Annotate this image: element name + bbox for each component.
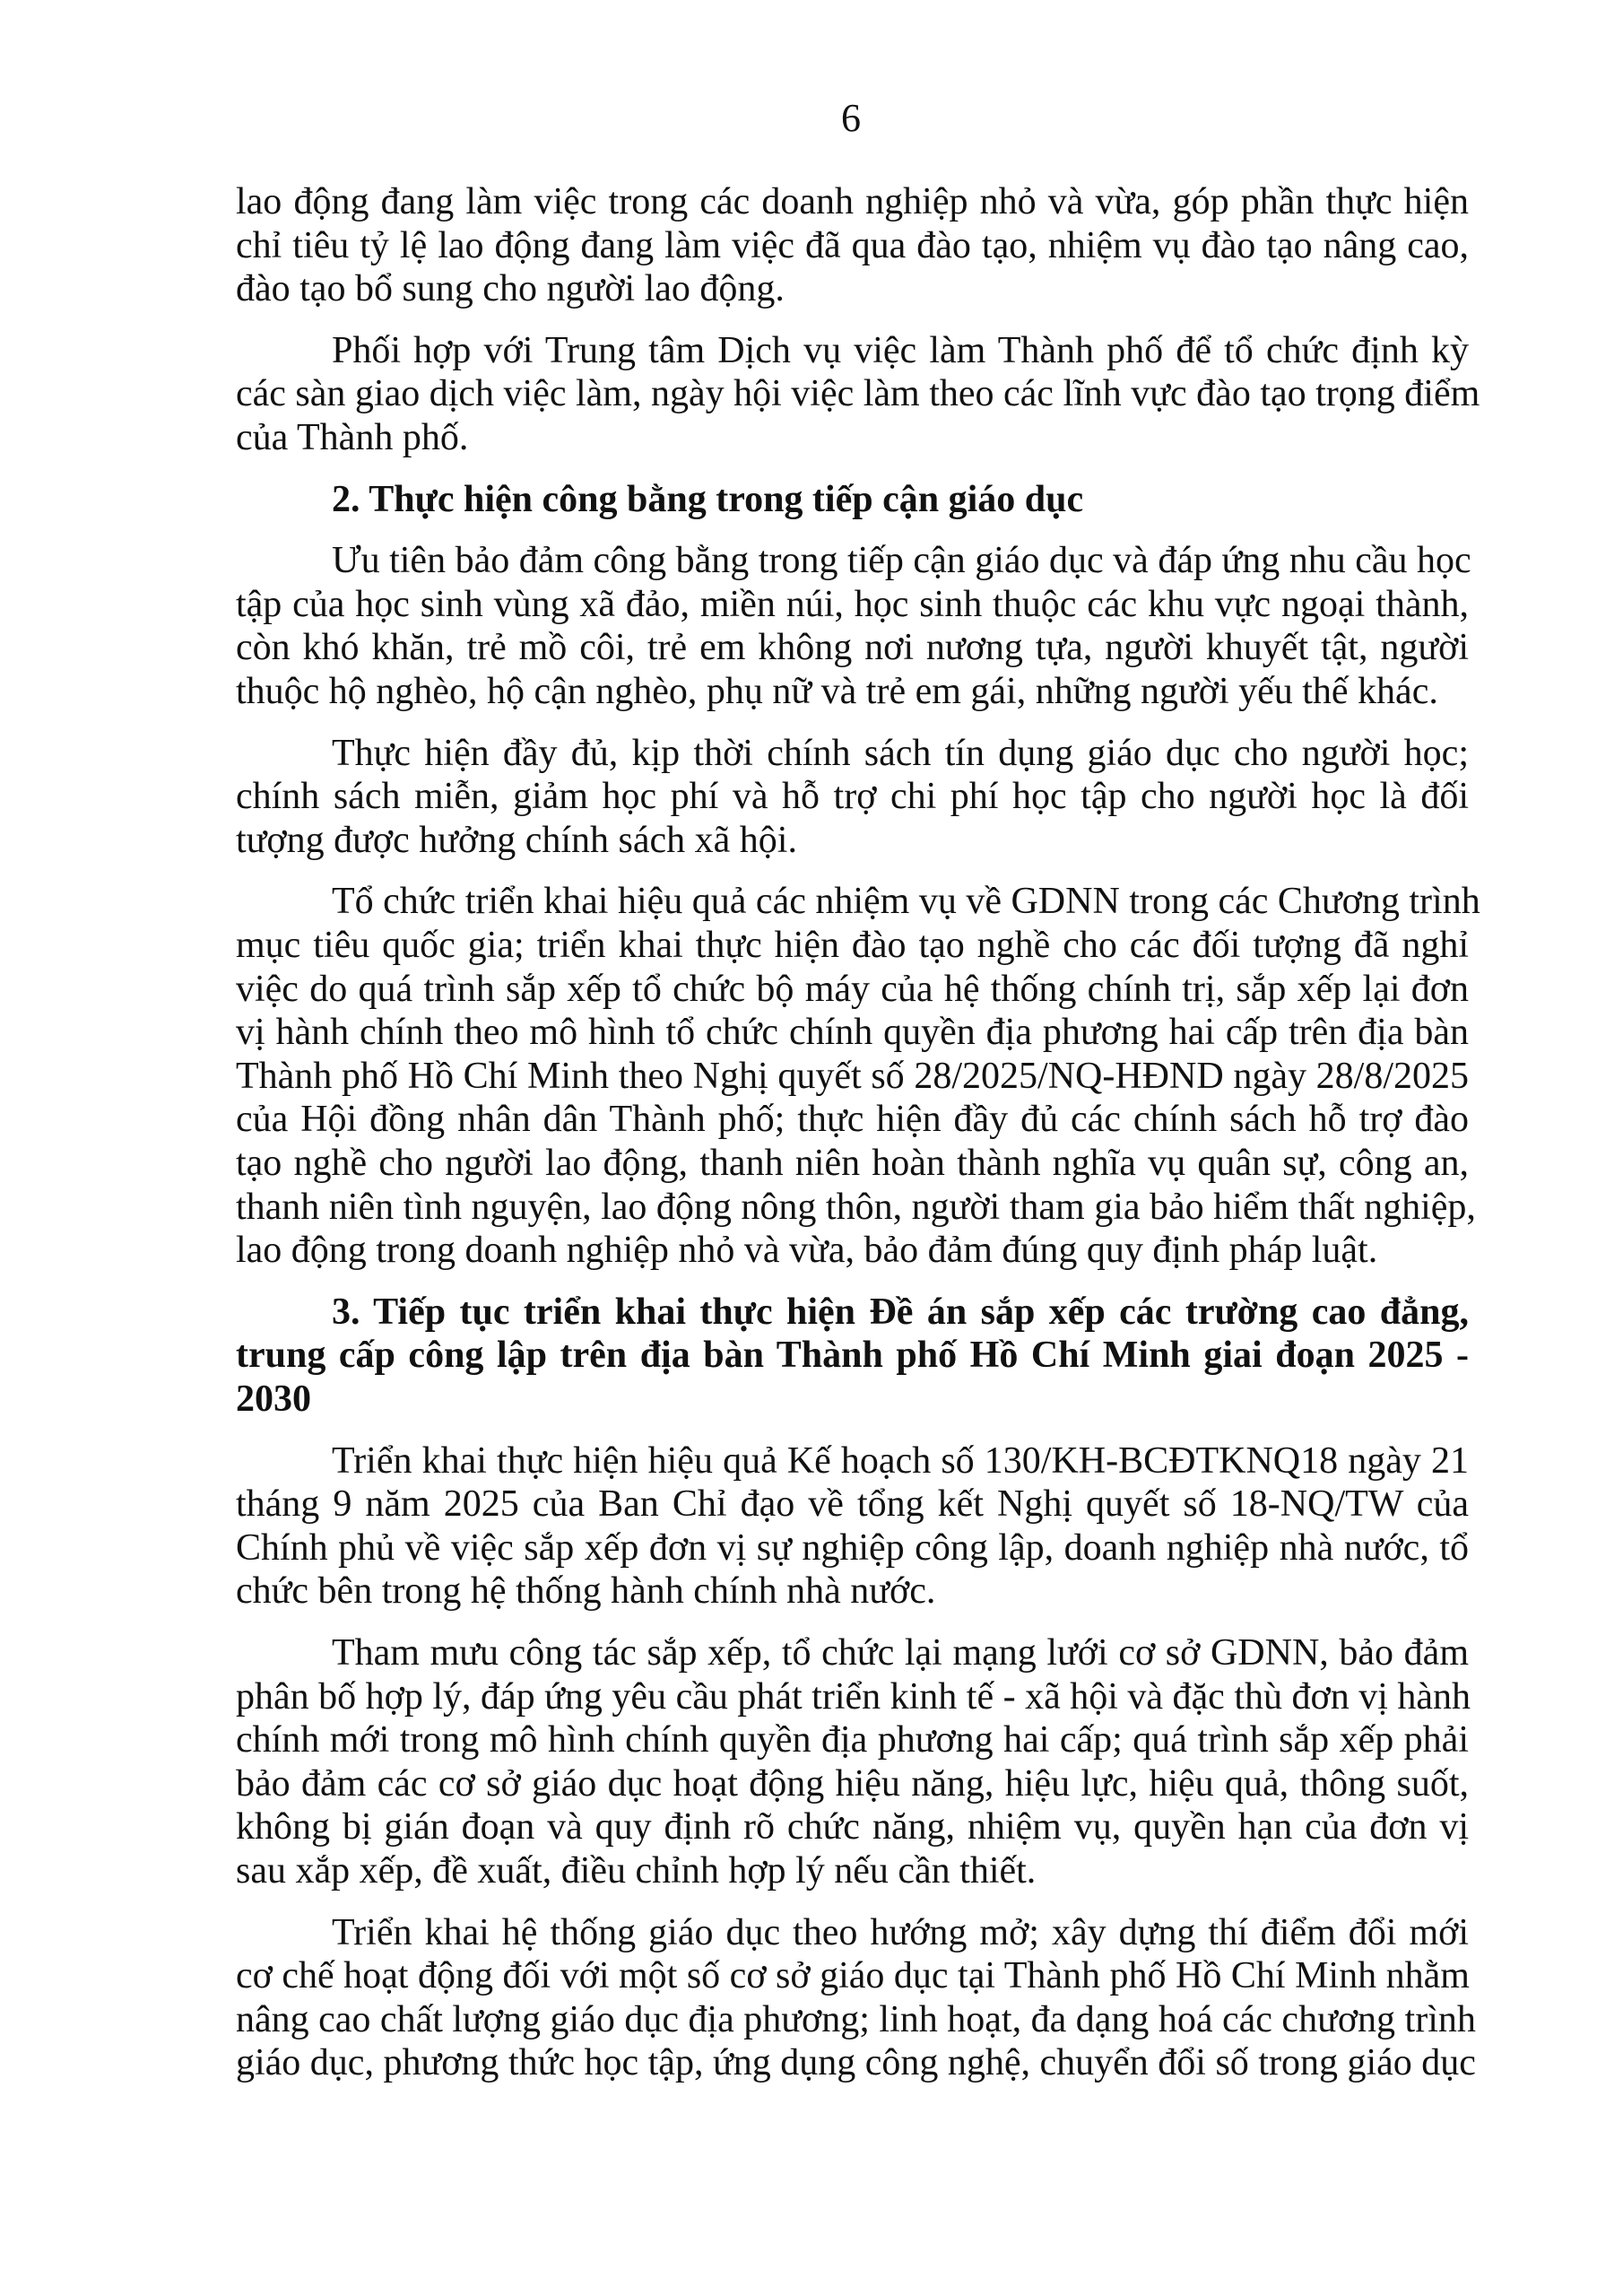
text-line: giáo dục, phương thức học tập, ứng dụng công nghệ, chuyển đổi số trong giáo dục xyxy=(236,2042,1476,2084)
page-number: 6 xyxy=(841,96,861,140)
text-line: Tổ chức triển khai hiệu quả các nhiệm vụ về GDNN trong các Chương trình xyxy=(332,881,1480,923)
text-line: thuộc hộ nghèo, hộ cận nghèo, phụ nữ và trẻ em gái, những người yếu thế khác. xyxy=(236,671,1438,712)
text-line: các sàn giao dịch việc làm, ngày hội việc làm theo các lĩnh vực đào tạo trọng điểm xyxy=(236,373,1480,415)
text-line: của Hội đồng nhân dân Thành phố; thực hiện đầy đủ các chính sách hỗ trợ đào xyxy=(236,1099,1469,1141)
text-line: thanh niên tình nguyện, lao động nông thôn, người tham gia bảo hiểm thất nghiệp, xyxy=(236,1186,1476,1228)
text-line: việc do quá trình sắp xếp tổ chức bộ máy của hệ thống chính trị, sắp xếp lại đơn xyxy=(236,968,1469,1010)
text-line: Chính phủ về việc sắp xếp đơn vị sự nghiệp công lập, doanh nghiệp nhà nước, tổ xyxy=(236,1526,1469,1569)
text-line: Triển khai thực hiện hiệu quả Kế hoạch số 130/KH-BCĐTKNQ18 ngày 21 xyxy=(332,1439,1469,1482)
text-line: Phối hợp với Trung tâm Dịch vụ việc làm Thành phố để tổ chức định kỳ xyxy=(332,329,1469,371)
text-line: chỉ tiêu tỷ lệ lao động đang làm việc đã qua đào tạo, nhiệm vụ đào tạo nâng cao, xyxy=(236,224,1469,266)
text-line: chính mới trong mô hình chính quyền địa phương hai cấp; quá trình sắp xếp phải xyxy=(236,1719,1469,1761)
text-line: phân bố hợp lý, đáp ứng yêu cầu phát triển kinh tế - xã hội và đặc thù đơn vị hành xyxy=(236,1675,1471,1718)
heading-line: 2030 xyxy=(236,1378,311,1420)
text-line: vị hành chính theo mô hình tổ chức chính quyền địa phương hai cấp trên địa bàn xyxy=(236,1012,1469,1054)
text-line: tượng được hưởng chính sách xã hội. xyxy=(236,819,797,861)
heading-line: 2. Thực hiện công bằng trong tiếp cận giáo dục xyxy=(332,478,1084,520)
text-line: Thực hiện đầy đủ, kịp thời chính sách tín dụng giáo dục cho người học; xyxy=(332,732,1469,774)
text-line: tạo nghề cho người lao động, thanh niên hoàn thành nghĩa vụ quân sự, công an, xyxy=(236,1143,1469,1184)
text-line: chính sách miễn, giảm học phí và hỗ trợ chi phí học tập cho người học là đối xyxy=(236,776,1469,818)
text-line: mục tiêu quốc gia; triển khai thực hiện đào tạo nghề cho các đối tượng đã nghỉ xyxy=(236,925,1469,966)
text-line: chức bên trong hệ thống hành chính nhà nước. xyxy=(236,1570,936,1613)
heading-line: 3. Tiếp tục triển khai thực hiện Đề án sắp xếp các trường cao đẳng, xyxy=(332,1291,1469,1333)
text-line: Thành phố Hồ Chí Minh theo Nghị quyết số 28/2025/NQ-HĐND ngày 28/8/2025 xyxy=(236,1055,1469,1097)
text-line: bảo đảm các cơ sở giáo dục hoạt động hiệu năng, hiệu lực, hiệu quả, thông suốt, xyxy=(236,1762,1469,1805)
text-line: nâng cao chất lượng giáo dục địa phương; linh hoạt, đa dạng hoá các chương trình xyxy=(236,1998,1476,2040)
text-line: Ưu tiên bảo đảm công bằng trong tiếp cận giáo dục và đáp ứng nhu cầu học xyxy=(332,540,1471,582)
text-line: lao động đang làm việc trong các doanh nghiệp nhỏ và vừa, góp phần thực hiện xyxy=(236,181,1469,222)
text-line: đào tạo bổ sung cho người lao động. xyxy=(236,268,785,310)
text-line: của Thành phố. xyxy=(236,417,469,458)
text-line: tháng 9 năm 2025 của Ban Chỉ đạo về tổng kết Nghị quyết số 18-NQ/TW của xyxy=(236,1483,1469,1526)
text-line: Tham mưu công tác sắp xếp, tổ chức lại mạng lưới cơ sở GDNN, bảo đảm xyxy=(332,1632,1469,1674)
heading-line: trung cấp công lập trên địa bàn Thành phố Hồ Chí Minh giai đoạn 2025 - xyxy=(236,1335,1469,1377)
text-line: cơ chế hoạt động đối với một số cơ sở giáo dục tại Thành phố Hồ Chí Minh nhằm xyxy=(236,1955,1470,1997)
text-line: sau xắp xếp, đề xuất, điều chỉnh hợp lý nếu cần thiết. xyxy=(236,1850,1037,1892)
text-line: còn khó khăn, trẻ mồ côi, trẻ em không nơi nương tựa, người khuyết tật, người xyxy=(236,627,1469,669)
text-line: lao động trong doanh nghiệp nhỏ và vừa, bảo đảm đúng quy định pháp luật. xyxy=(236,1230,1378,1272)
text-line: Triển khai hệ thống giáo dục theo hướng mở; xây dựng thí điểm đổi mới xyxy=(332,1911,1469,1953)
text-line: không bị gián đoạn và quy định rõ chức năng, nhiệm vụ, quyền hạn của đơn vị xyxy=(236,1806,1469,1848)
text-line: tập của học sinh vùng xã đảo, miền núi, học sinh thuộc các khu vực ngoại thành, xyxy=(236,583,1469,625)
